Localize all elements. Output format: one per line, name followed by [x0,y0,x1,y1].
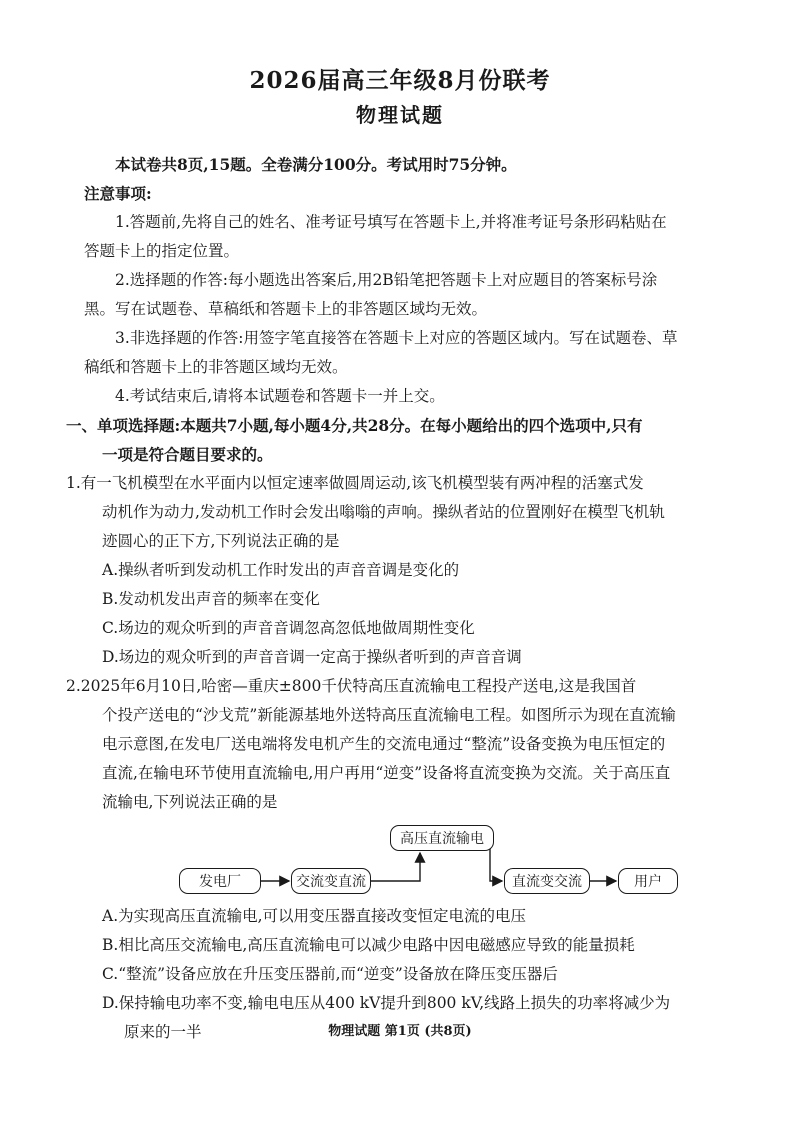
q1-option-d: D.场边的观众听到的声音音调一定高于操纵者听到的声音音调 [102,648,522,666]
q1-stem-line-2: 动机作为动力,发动机工作时会发出嗡嗡的声响。操纵者站的位置刚好在模型飞机轨 [102,503,665,521]
notice-item-2: 2.选择题的作答:每小题选出答案后,用2B铅笔把答题卡上对应题目的答案标号涂 [115,271,658,289]
q2-stem-line-5: 流输电,下列说法正确的是 [102,793,278,811]
ac-to-dc-box: 交流变直流 [291,868,371,894]
q2-option-d: D.保持输电功率不变,输电电压从400 kV提升到800 kV,线路上损失的功率将减少为 [102,994,671,1012]
q1-stem-line-3: 迹圆心的正下方,下列说法正确的是 [102,532,340,550]
user-box: 用户 [618,868,678,894]
notice-item-4: 4.考试结束后,请将本试题卷和答题卡一并上交。 [115,387,445,405]
arrow-converter-to-hvdc [370,853,420,881]
exam-summary: 本试卷共8页,15题。全卷满分100分。考试用时75分钟。 [115,155,517,174]
dc-to-ac-box: 直流变交流 [504,868,590,894]
q2-stem-line-1: 2.2025年6月10日,哈密—重庆±800千伏特高压直流输电工程投产送电,这是我国首 [66,677,637,695]
notice-item-2-cont: 黑。写在试题卷、草稿纸和答题卡上的非答题区域均无效。 [84,300,488,318]
exam-content [66,150,766,1047]
section-heading-cont: 一项是符合题目要求的。 [102,445,273,464]
q1-option-a: A.操纵者听到发动机工作时发出的声音音调是变化的 [102,561,460,579]
section-heading: 一、单项选择题:本题共7小题,每小题4分,共28分。在每小题给出的四个选项中,只有 [66,416,643,435]
q2-stem-line-4: 直流,在输电环节使用直流输电,用户再用“逆变”设备将直流变换为交流。关于高压直 [102,764,671,782]
q2-stem-line-2: 个投产送电的“沙戈荒”新能源基地外送特高压直流输电工程。如图所示为现在直流输 [102,706,676,724]
hvdc-box: 高压直流输电 [390,825,494,851]
q1-option-b: B.发动机发出声音的频率在变化 [102,590,320,608]
q1-stem-line-1: 1.有一飞机模型在水平面内以恒定速率做圆周运动,该飞机模型装有两冲程的活塞式发 [66,474,644,492]
notice-item-3: 3.非选择题的作答:用签字笔直接答在答题卡上对应的答题区域内。写在试题卷、草 [115,329,678,347]
q2-stem-line-3: 电示意图,在发电厂送电端将发电机产生的交流电通过“整流”设备变换为电压恒定的 [102,735,666,753]
q2-option-c: C.“整流”设备应放在升压变压器前,而“逆变”设备放在降压变压器后 [102,965,558,983]
notice-item-1-cont: 答题卡上的指定位置。 [84,242,240,260]
page-footer: 物理试题 第1页 (共8页) [328,1024,472,1039]
notice-item-3-cont: 稿纸和答题卡上的非答题区域均无效。 [84,358,348,376]
transmission-diagram [84,817,766,902]
notice-heading: 注意事项: [84,184,152,203]
exam-title: 2026届高三年级8月份联考 [249,67,551,94]
q2-option-a: A.为实现高压直流输电,可以用变压器直接改变恒定电流的电压 [102,907,527,925]
exam-subtitle: 物理试题 [356,103,444,127]
q2-option-d-cont: 原来的一半 [124,1023,202,1041]
q1-option-c: C.场边的观众听到的声音音调忽高忽低地做周期性变化 [102,619,475,637]
notice-item-1: 1.答题前,先将自己的姓名、准考证号填写在答题卡上,并将准考证号条形码粘贴在 [115,213,667,231]
q2-option-b: B.相比高压交流输电,高压直流输电可以减少电路中因电磁感应导致的能量损耗 [102,936,635,954]
power-plant-box: 发电厂 [179,868,261,894]
